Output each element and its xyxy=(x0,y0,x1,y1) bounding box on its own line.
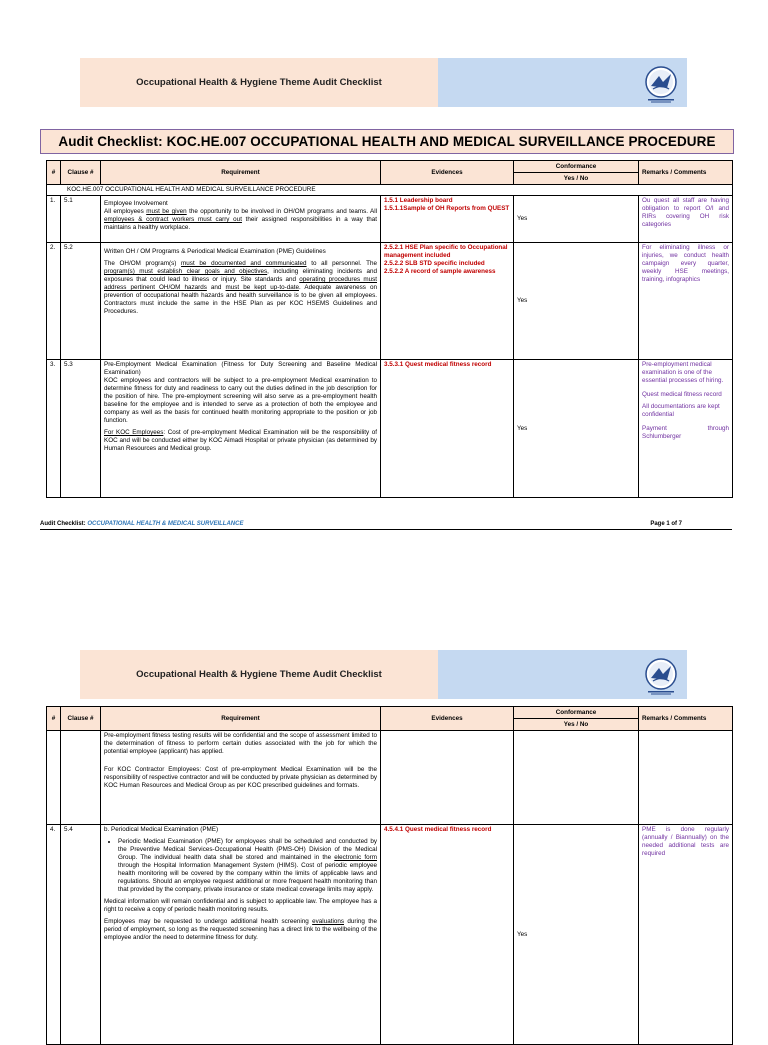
koc-logo-icon xyxy=(639,62,683,104)
page1-checklist-table xyxy=(46,160,733,498)
page2-header-logo-area xyxy=(438,650,687,699)
row-clause: 5.2 xyxy=(61,243,101,360)
col-header-requirement: Requirement xyxy=(101,707,381,731)
table-row xyxy=(47,360,733,498)
page1-footer xyxy=(40,521,732,527)
row-requirement xyxy=(101,731,381,825)
row-evidence: 3.5.3.1 Quest medical fitness record xyxy=(381,360,514,498)
col-header-clause: Clause # xyxy=(61,707,101,731)
table-header-row xyxy=(47,707,733,719)
row-clause: 5.1 xyxy=(61,196,101,243)
row-conformance: Yes xyxy=(514,825,639,1045)
row-num: 2. xyxy=(47,243,61,360)
col-header-evidences: Evidences xyxy=(381,161,514,185)
row-num: 3. xyxy=(47,360,61,498)
page2-checklist-table xyxy=(46,706,733,1045)
footer-value: OCCUPATIONAL HEALTH & MEDICAL SURVEILLANCE xyxy=(87,521,244,527)
requirement-bullets xyxy=(104,838,377,894)
requirement-title: Pre-Employment Medical Examination (Fitness for Duty Screening and Baseline Medical Examination) xyxy=(104,361,377,376)
col-header-evidences: Evidences xyxy=(381,707,514,731)
page1-header-band xyxy=(80,58,687,107)
page2-header-title: Occupational Health & Hygiene Theme Audit Checklist xyxy=(80,650,438,699)
row-evidence: 4.5.4.1 Quest medical fitness record xyxy=(381,825,514,1045)
table-header-row xyxy=(47,161,733,173)
row-clause: 5.3 xyxy=(61,360,101,498)
requirement-text: For KOC Contractor Employees: Cost of pre-employment Medical Examination will be the responsibility of respective contractor and will be conducted by private physician as determined by KOC Human Resources and Medical Group as per KOC prescribed guidelines and formats. xyxy=(104,766,378,789)
requirement-text: Medical information will remain confidential and is subject to applicable law. The employee has a right to receive a copy of periodic health monitoring results. xyxy=(104,898,377,913)
row-evidence: 1.5.1 Leadership board 1.5.1.1Sample of OH Reports from QUEST xyxy=(381,196,514,243)
row-evidence: 2.5.2.1 HSE Plan specific to Occupational management included 2.5.2.2 SLB STD specific included 2.5.2.2 A record of sample awareness xyxy=(381,243,514,360)
row-num: 1. xyxy=(47,196,61,243)
row-requirement xyxy=(101,825,381,1045)
row-remarks: Ou quest all staff are having obligation to report O/I and RIRs covering OH risk categories xyxy=(639,196,733,243)
page1-doc-title: Audit Checklist: KOC.HE.007 OCCUPATIONAL HEALTH AND MEDICAL SURVEILLANCE PROCEDURE xyxy=(40,129,734,154)
col-header-remarks: Remarks / Comments xyxy=(639,161,733,185)
section-title: KOC.HE.007 OCCUPATIONAL HEALTH AND MEDICAL SURVEILLANCE PROCEDURE xyxy=(47,185,733,196)
row-conformance: Yes xyxy=(514,360,639,498)
requirement-text: Pre-employment fitness testing results will be confidential and the scope of assessment limited to the determination of fitness to perform certain duties associated with the job for which the potential employee (applicant) has applied. xyxy=(104,732,377,755)
requirement-title: b. Periodical Medical Examination (PME) xyxy=(104,826,219,833)
col-header-conformance: Conformance xyxy=(514,161,639,173)
row-remarks: For eliminating illness or injuries, we conduct health campaign every quarter, weekly HSE meetings, training, infographics xyxy=(639,243,733,360)
page1-footer-divider xyxy=(40,529,732,530)
requirement-text: For KOC Employees: Cost of pre-employment Medical Examination will be the responsibility of KOC and will be conducted either by KOC Aimadi Hospital or private physician (as determined by Human Resources and Medical group. xyxy=(104,429,377,452)
row-requirement xyxy=(101,196,381,243)
row-conformance: Yes xyxy=(514,196,639,243)
col-header-num: # xyxy=(47,707,61,731)
page1-header-title: Occupational Health & Hygiene Theme Audit Checklist xyxy=(80,58,438,107)
page2-header-band xyxy=(80,650,687,699)
list-item: • Periodic Medical Examination (PME) for employees shall be scheduled and conducted by the Preventive Medical Services-Occupational Health (PMS-OH) Division of the Medical Group. The individual health data shall be stored and maintained in the electronic form through the Hospital Information Management System (HIMS). Cost of periodic employee health monitoring will be covered by the company within the limits of applicable laws and regulations. Should an employee request additional or more frequent health monitoring than that provided by the company, private insurance or state medical coverage limits may apply. xyxy=(118,838,377,894)
table-row xyxy=(47,243,733,360)
koc-logo-icon xyxy=(639,654,683,696)
table-row xyxy=(47,731,733,825)
row-num: 4. xyxy=(47,825,61,1045)
col-header-clause: Clause # xyxy=(61,161,101,185)
col-header-conformance: Conformance xyxy=(514,707,639,719)
page-number: Page 1 of 7 xyxy=(650,521,682,527)
requirement-title: Written OH / OM Programs & Periodical Medical Examination (PME) Guidelines xyxy=(104,248,326,255)
section-row xyxy=(47,185,733,196)
col-header-yes-no: Yes / No xyxy=(514,719,639,731)
table-row xyxy=(47,825,733,1045)
col-header-remarks: Remarks / Comments xyxy=(639,707,733,731)
col-header-requirement: Requirement xyxy=(101,161,381,185)
row-clause: 5.4 xyxy=(61,825,101,1045)
col-header-num: # xyxy=(47,161,61,185)
row-requirement xyxy=(101,360,381,498)
row-conformance: Yes xyxy=(514,243,639,360)
col-header-yes-no: Yes / No xyxy=(514,173,639,185)
footer-label: Audit Checklist: xyxy=(40,521,88,527)
requirement-text: KOC employees and contractors will be subject to a pre-employment Medical examination to determine fitness for duty and readiness to carry out the duties defined in the job description for the position of hire. The pre-employment screening will also serve as a pre-employment health baseline for the employee and is intended to serve as a protection of both the employee and company as well as the basis for continued health monitoring appropriate to the position or job function. xyxy=(104,377,377,424)
requirement-text: All employees must be given the opportunity to be involved in OH/OM programs and teams. All employees & contract workers must carry out their assigned responsibilities in a way that maintains a healthy workplace. xyxy=(104,208,378,231)
requirement-title: Employee Involvement xyxy=(104,200,168,207)
table-row xyxy=(47,196,733,243)
row-requirement xyxy=(101,243,381,360)
page1-header-logo-area xyxy=(438,58,687,107)
requirement-text: Employees may be requested to undergo additional health screening evaluations during the period of employment, so long as the requested screening has a direct link to the wellbeing of the employee and/or the need to determine fitness for duty. xyxy=(104,918,377,941)
row-remarks: PME is done regularly (annually / Biannually) on the needed additional tests are required xyxy=(639,825,733,1045)
row-remarks: Pre-employment medical examination is one of the essential processes of hiring. Quest medical fitness record All documentations are kept confidential Payment through Schlumberger xyxy=(639,360,733,498)
requirement-text: The OH/OM program(s) must be documented and communicated to all personnel. The program(s) must establish clear goals and objectives, including eliminating incidents and exposures that could lead to illness or injury. Site standards and operating procedures must address pertinent OH/OM hazards and must be kept up-to-date. Adequate awareness on prevention of occupational health hazards and health surveillance is to be given all employees. Contractors must include the same in the HSE Plan as per KOC HSEMS Guidelines and Procedures. xyxy=(104,260,377,315)
